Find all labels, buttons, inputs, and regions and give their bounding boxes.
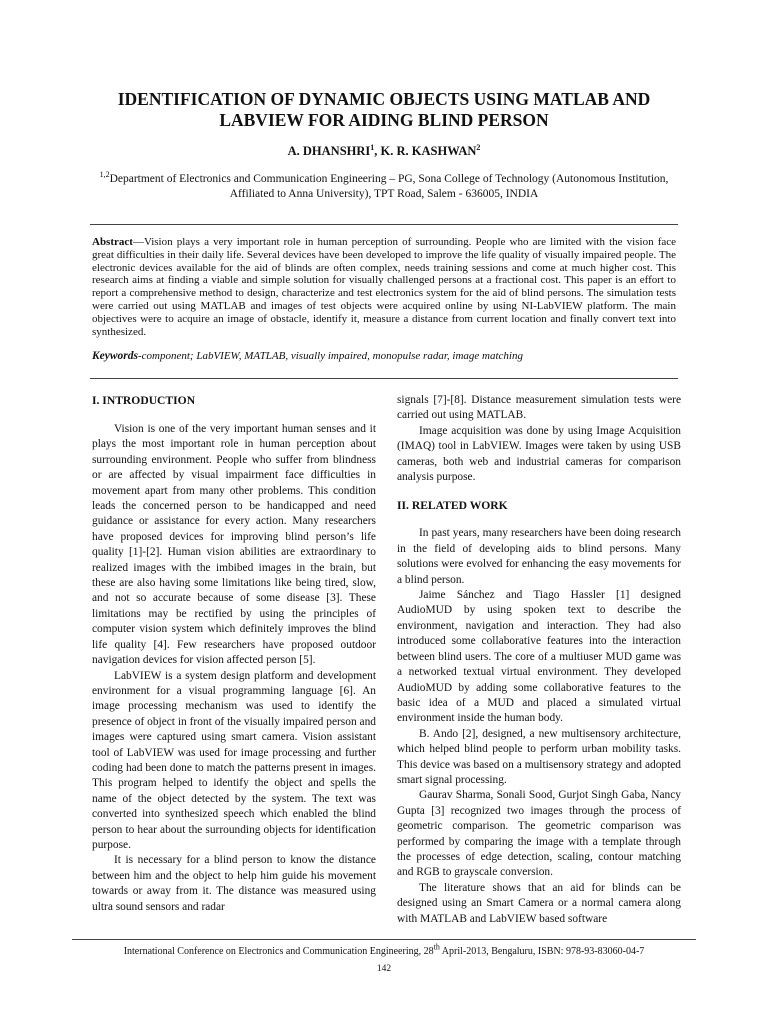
- affiliation-line-2: Affiliated to Anna University), TPT Road, Salem - 636005, INDIA: [229, 188, 539, 200]
- title-line-2: LABVIEW FOR AIDING BLIND PERSON: [219, 110, 549, 130]
- author-1-marker: 1: [370, 142, 375, 152]
- abstract-text: —Vision plays a very important role in human perception of surrounding. People who are limited with the vision face great difficulties in their daily life. Several devices have been developed to improve the life quality of visually impaired people. The electronic devices available for the aid of blinds are often complex, needs training sessions and come at much higher cost. This research aims at finding a viable and simple solution for visually challenged persons at a fractional cost. This paper is an effort to report a comprehensive method to design, characterize and test electronics system for the aid of blind persons. The simulation tests were carried out using MATLAB and images of test objects were acquired online by using NI-LabVIEW platform. The main objectives were to acquire an image of obstacle, identify it, measure a distance from current location and finally convert text into synthesized.: [92, 236, 676, 338]
- affiliation-marker: 1,2: [99, 170, 110, 180]
- paragraph: It is necessary for a blind person to know the distance between him and the object to help him guide his movement towards or away from it. The distance was measured using ultra sound sensors and radar: [92, 854, 376, 913]
- page-number: 142: [376, 964, 392, 974]
- section-heading-related-work: II. RELATED WORK: [397, 499, 508, 513]
- abstract: [92, 236, 676, 338]
- affiliation-line-1: Department of Electronics and Communication Engineering – PG, Sona College of Technology (Autonomous Institution,: [109, 173, 669, 185]
- paper-title: [60, 89, 708, 131]
- left-column: [92, 393, 376, 915]
- author-2-name: K. R. KASHWAN: [380, 144, 477, 158]
- paragraph: The literature shows that an aid for blinds can be designed using an Smart Camera or a normal camera along with MATLAB and LabVIEW based software: [397, 881, 681, 925]
- paragraph: LabVIEW is a system design platform and development environment for a visual programming language [6]. An image processing mechanism was used to identify the presence of object in front of the visually impaired person and images were captured using smart camera. Vision assistant tool of LabVIEW was used for image processing and further coding had been done to match the patterns present in images. This program helped to identify the object and spells the name of the object detected by the system. The text was converted into synthesized speech which enabled the blind person to hear about the surrounding objects for identification purpose.: [92, 669, 376, 851]
- keywords-text: -component; LabVIEW, MATLAB, visually impaired, monopulse radar, image matching: [138, 350, 523, 362]
- paragraph: signals [7]-[8]. Distance measurement simulation tests were carried out using MATLAB.: [397, 394, 681, 422]
- paragraph: B. Ando [2], designed, a new multisensory architecture, which helped blind people to perform urban mobility tasks. This device was based on a multisensory strategy and adopted smart signal processing.: [397, 727, 681, 786]
- section-heading-introduction: I. INTRODUCTION: [92, 394, 196, 407]
- affiliation: [90, 172, 678, 202]
- footer-date-suffix: th: [433, 942, 440, 952]
- right-column: [397, 393, 681, 927]
- abstract-bottom-rule: [90, 378, 678, 379]
- footer-text-end: April-2013, Bengaluru, ISBN: 978-93-83060-04-7: [439, 946, 645, 957]
- abstract-top-rule: [90, 224, 678, 225]
- author-2-marker: 2: [476, 142, 481, 152]
- paragraph: Image acquisition was done by using Image Acquisition (IMAQ) tool in LabVIEW. Images were taken by using USB cameras, both web and industrial cameras for comparison analysis purpose.: [397, 424, 681, 484]
- footer-rule: [72, 939, 696, 940]
- footer-text-start: International Conference on Electronics and Communication Engineering, 28: [123, 946, 434, 957]
- author-list: [60, 144, 708, 159]
- paragraph: Jaime Sánchez and Tiago Hassler [1] designed AudioMUD by using spoken text to describe the environment, navigation and interaction. They had also introduced some collaborative features into the interaction between blind users. The core of a multiuser MUD game was a networked textual virtual environment. They developed AudioMUD by adding some collaborative features to the basic idea of a MUD and placed a simulated virtual environment inside the human body.: [397, 589, 681, 725]
- title-line-1: IDENTIFICATION OF DYNAMIC OBJECTS USING MATLAB AND: [117, 89, 651, 109]
- paragraph: Gaurav Sharma, Sonali Sood, Gurjot Singh Gaba, Nancy Gupta [3] recognized two images through the process of geometric comparison. The geometric comparison was performed by comparing the image with a template through the processes of edge detection, scaling, contour matching and RGB to grayscale conversion.: [397, 789, 681, 879]
- keywords-label: Keywords: [92, 350, 138, 362]
- paragraph: In past years, many researchers have been doing research in the field of developing aids to blind persons. Many solutions were evolved for enhancing the easy movements for a blind person.: [397, 527, 681, 586]
- conference-footer: [60, 942, 708, 957]
- keywords: [92, 350, 676, 363]
- author-1-name: A. DHANSHRI: [287, 144, 371, 158]
- abstract-label: Abstract: [92, 236, 133, 248]
- author-separator: ,: [374, 144, 381, 158]
- paragraph: Vision is one of the very important human senses and it plays the most important role in human perception about surrounding environment. People who suffer from blindness or are affected by visual impairment face difficulties in movement apart from many other problems. This condition leads the concerned person to be handicapped and need guidance or assistance for every action. Many researchers have proposed devices for improving blind person’s life quality [1]-[2]. Human vision abilities are extraordinary to realized images with the imbibed images in the brain, but these are also having some limitations like being tired, slow, and not so accurate because of some disease [3]. These limitations may be rectified by using the principles of computer vision system which definitely improves the blind life quality [4]. Few researchers have proposed outdoor navigation devices for vision affected person [5].: [92, 423, 376, 667]
